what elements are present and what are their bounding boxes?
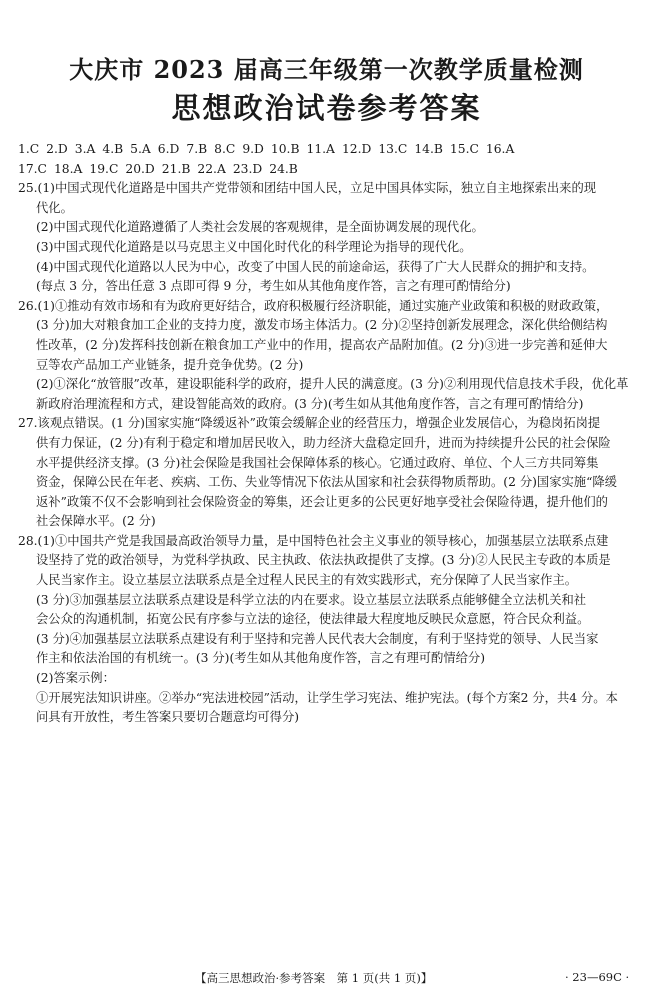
q26-line: 新政府治理流程和方式，建设智能高效的政府。(3 分)(考生如从其他角度作答，言之有理可酌情给分) [36, 396, 584, 411]
mc-answer: 14.B [414, 142, 443, 156]
q28-line: (2)答案示例： [36, 671, 115, 686]
mc-answer: 18.A [53, 161, 83, 176]
mc-answer: 15.C [449, 142, 479, 156]
mc-answer: 23.D [232, 161, 263, 176]
q26-line: (3 分)加大对粮食加工企业的支持力度，激发市场主体活力。(2 分)②坚持创新发展理念，深化供给侧结构 [36, 318, 608, 333]
mc-answers-row-1 [18, 140, 640, 160]
mc-answer: 19.C [89, 161, 119, 176]
answer-content [18, 140, 640, 728]
q25-line: 代化。 [36, 200, 73, 215]
q28-line: 28.(1)①中国共产党是我国最高政治领导力量，是中国特色社会主义事业的领导核心，加强基层立法联系点建 [18, 533, 609, 548]
mc-answer: 21.B [161, 161, 191, 176]
question-27 [18, 414, 640, 532]
q28-line: (3 分)③加强基层立法联系点建设是科学立法的内在要求。设立基层立法联系点能够健全立法机关和社 [36, 592, 587, 607]
question-26 [18, 297, 640, 415]
mc-answer: 9.D [242, 142, 264, 156]
q28-line: 设坚持了党的政治领导，为党科学执政、民主执政、依法执政提供了支撑。(3 分)②人民民主专政的本质是 [36, 553, 611, 568]
footer-page-info: 【高三思想政治·参考答案 第 1 页(共 1 页)】 [195, 971, 433, 985]
mc-answer: 5.A [130, 142, 151, 156]
mc-answer: 8.C [214, 142, 236, 156]
document-title: 思想政治试卷参考答案 [171, 91, 482, 125]
q28-line: 问具有开放性，考生答案只要切合题意均可得分) [36, 710, 300, 725]
question-25 [18, 179, 640, 297]
mc-answer: 10.B [270, 142, 300, 156]
question-28 [18, 532, 640, 728]
q26-line: 豆等农产品加工产业链条，提升竞争优势。(2 分) [36, 357, 304, 372]
q26-line: 26.(1)①推动有效市场和有为政府更好结合，政府积极履行经济职能，通过实施产业政策和积极的财政政策， [18, 298, 609, 313]
mc-answer: 3.A [74, 142, 96, 156]
q28-line: ①开展宪法知识讲座。②举办“宪法进校园”活动，让学生学习宪法、维护宪法。(每个方案2 分，共4 分。本 [36, 690, 618, 705]
mc-answer: 7.B [186, 142, 208, 156]
q26-line: 性改革，(2 分)发挥科技创新在粮食加工产业中的作用，提高农产品附加值。(2 分)③进一步完善和延伸大 [36, 337, 608, 352]
mc-answer: 22.A [197, 161, 226, 176]
q27-line: 返补”政策不仅不会影响到社会保险资金的筹集，还会让更多的公民更好地享受社会保险待遇，提升他们的 [36, 494, 608, 509]
q25-line: (2)中国式现代化道路遵循了人类社会发展的客观规律，是全面协调发展的现代化。 [36, 220, 484, 235]
q27-line: 社会保障水平。(2 分) [36, 514, 156, 529]
q25-line: (3)中国式现代化道路是以马克思主义中国化时代化的科学理论为指导的现代化。 [36, 239, 472, 254]
q28-line: 作主和依法治国的有机统一。(3 分)(考生如从其他角度作答，言之有理可酌情给分) [36, 651, 486, 666]
q26-line: (2)①深化“放管服”改革，建设职能科学的政府，提升人民的满意度。(3 分)②利用现代信息技术手段，优化革 [36, 377, 629, 392]
q25-line: 25.(1)中国式现代化道路是中国共产党带领和团结中国人民，立足中国具体实际，独立自主地探索出来的现 [18, 181, 597, 196]
mc-answer: 20.D [125, 161, 155, 176]
mc-answer: 13.C [378, 142, 408, 156]
q25-line: (每点 3 分，答出任意 3 点即可得 9 分，考生如从其他角度作答，言之有理可酌情给分) [36, 279, 511, 294]
q28-line: 人民当家作主。设立基层立法联系点是全过程人民民主的有效实践形式，充分保障了人民当家作主。 [36, 573, 578, 588]
q27-line: 水平提供经济支撑。(3 分)社会保险是我国社会保障体系的核心。它通过政府、单位、个人三方共同筹集 [36, 455, 599, 470]
mc-answer: 2.D [46, 142, 68, 156]
mc-answers-row-2 [18, 160, 640, 180]
mc-answer: 11.A [306, 142, 335, 156]
mc-answer: 12.D [341, 142, 372, 156]
q28-line: (3 分)④加强基层立法联系点建设有利于坚持和完善人民代表大会制度，有利于坚持党的领导、人民当家 [36, 631, 599, 646]
mc-answer: 1.C [18, 142, 40, 156]
mc-answer: 24.B [269, 161, 298, 176]
q27-line: 27.该观点错误。(1 分)国家实施“降缓返补”政策会缓解企业的经营压力，增强企业发展信心，为稳岗拓岗提 [18, 416, 601, 431]
q27-line: 供有力保证，(2 分)有利于稳定和增加居民收入，助力经济大盘稳定回升，进而为持续提升公民的社会保险 [36, 435, 611, 450]
q28-line: 会公众的沟通机制，拓宽公民有序参与立法的途径，使法律最大程度地反映民众意愿，符合民众利益。 [36, 612, 590, 627]
q25-line: (4)中国式现代化道路以人民为中心，改变了中国人民的前途命运，获得了广大人民群众的拥护和支持。 [36, 259, 595, 274]
mc-answer: 16.A [485, 142, 515, 156]
exam-title: 大庆市 2023 届高三年级第一次教学质量检测 [69, 55, 584, 84]
mc-answer: 4.B [102, 142, 124, 156]
mc-answer: 6.D [157, 142, 180, 156]
q27-line: 资金，保障公民在年老、疾病、工伤、失业等情况下依法从国家和社会获得物质帮助。(2 分)国家实施“降缓 [36, 475, 617, 490]
mc-answer: 17.C [18, 161, 47, 176]
footer-code: · 23—69C · [565, 970, 630, 984]
